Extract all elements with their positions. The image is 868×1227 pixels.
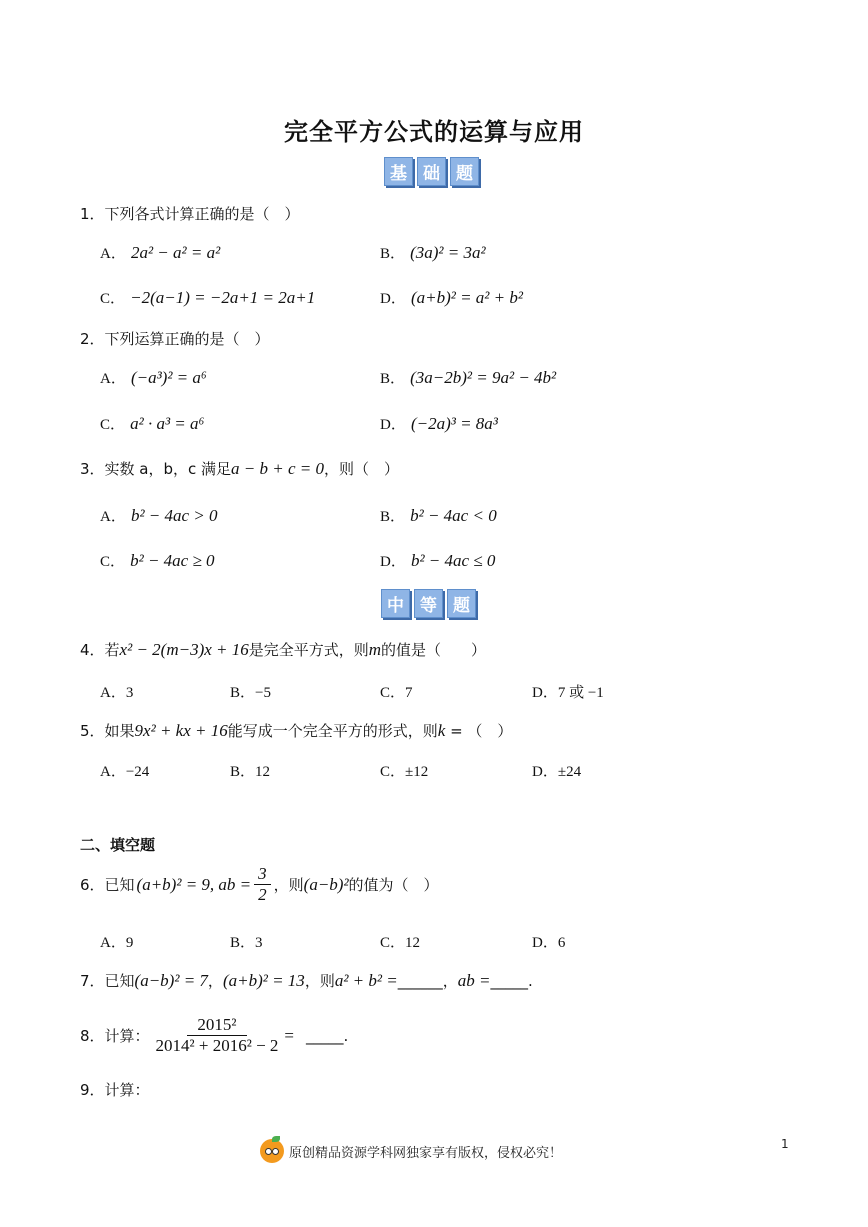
stem-math: x² − 2(m−3)x + 16	[119, 640, 249, 659]
stem-math: (a−b)²	[303, 874, 349, 894]
stem-math: a² + b² =	[334, 971, 398, 990]
q2-option-a	[100, 367, 207, 388]
q5-option-b: B．12	[230, 764, 271, 780]
option-expr: 2a² − a² = a²	[130, 243, 221, 262]
footer-copyright	[260, 1139, 562, 1163]
stem-text: 8．计算：	[80, 1027, 150, 1045]
q3-option-d	[380, 550, 495, 571]
q5-option-a: A．−24	[100, 764, 150, 780]
page-title: 完全平方公式的运算与应用	[284, 118, 584, 146]
banner-char: 基	[384, 157, 413, 186]
stem-text: ，则（ ）	[324, 460, 400, 478]
q6-option-a: A．9	[100, 935, 134, 951]
stem-text: 6．已知	[80, 876, 135, 894]
q1-option-c	[100, 287, 315, 308]
fraction-denominator: 2	[258, 885, 267, 904]
option-expr: b² − 4ac ≤ 0	[410, 551, 496, 570]
q4-option-d: D．7 或 −1	[532, 685, 604, 701]
banner-char: 中	[381, 589, 410, 618]
q4-option-b: B．−5	[230, 685, 271, 701]
q6-option-b: B．3	[230, 935, 263, 951]
option-label: D．	[380, 554, 406, 570]
stem-text: ，则	[304, 972, 335, 990]
option-expr: (3a)² = 3a²	[410, 243, 486, 262]
stem-math: ab =	[457, 971, 491, 990]
stem-text: 的值是（ ）	[381, 641, 487, 659]
q1-option-a	[100, 242, 220, 263]
q1-option-b	[380, 242, 486, 263]
q5-option-c: C．±12	[380, 764, 429, 780]
question-4-stem	[80, 639, 486, 660]
option-expr: (a+b)² = a² + b²	[410, 288, 523, 307]
stem-var: m	[368, 640, 382, 659]
option-label: A．	[100, 509, 126, 525]
stem-text: ，	[442, 972, 458, 990]
option-label: D．	[380, 291, 406, 307]
question-3-stem	[80, 458, 399, 479]
q3-option-b	[380, 505, 497, 526]
banner-char: 题	[450, 157, 479, 186]
stem-text: ，则	[273, 876, 304, 894]
q3-option-a	[100, 505, 218, 526]
fraction-numerator: 2015²	[187, 1015, 246, 1036]
option-expr: b² − 4ac < 0	[410, 506, 497, 525]
stem-text: 3．实数 a，b，c 满足	[80, 460, 232, 478]
stem-math: (a+b)² = 9, ab =	[136, 874, 252, 894]
stem-var: k	[437, 721, 446, 740]
stem-text: 能写成一个完全平方的形式，则	[227, 722, 438, 740]
stem-math: a − b + c = 0	[231, 459, 325, 478]
banner-char: 题	[447, 589, 476, 618]
section-banner-basic	[384, 157, 479, 186]
section-heading-fill-in: 二、填空题	[80, 836, 156, 854]
q4-option-c: C．7	[380, 685, 413, 701]
stem-text: 5．如果	[80, 722, 135, 740]
option-label: C．	[100, 417, 126, 433]
page-number: 1	[781, 1137, 789, 1151]
stem-math: (a+b)² = 13	[222, 971, 305, 990]
footer-text: 原创精品资源学科网独家享有版权，侵权必究！	[289, 1145, 563, 1161]
q2-option-c	[100, 413, 204, 434]
option-label: B．	[380, 509, 406, 525]
option-label: A．	[100, 371, 126, 387]
option-label: B．	[380, 246, 406, 262]
question-9-stem: 9．计算：	[80, 1081, 150, 1099]
q3-option-c	[100, 550, 215, 571]
question-8-stem	[80, 1015, 348, 1056]
answer-blank: _____.	[306, 1026, 349, 1045]
q6-option-c: C．12	[380, 935, 421, 951]
fraction-denominator: 2014² + 2016² − 2	[155, 1036, 279, 1055]
stem-text: 的值为（ ）	[348, 876, 439, 894]
question-5-stem	[80, 720, 512, 741]
option-expr: −2(a−1) = −2a+1 = 2a+1	[130, 288, 316, 307]
option-expr: b² − 4ac > 0	[130, 506, 218, 525]
banner-char: 等	[414, 589, 443, 618]
option-expr: a² · a³ = a⁶	[130, 414, 205, 433]
option-label: C．	[100, 554, 126, 570]
option-label: C．	[100, 291, 126, 307]
stem-text: = （ ）	[445, 722, 513, 740]
option-label: A．	[100, 246, 126, 262]
fraction-numerator: 3	[254, 864, 271, 885]
option-expr: (−2a)³ = 8a³	[410, 414, 498, 433]
q4-option-a: A．3	[100, 685, 134, 701]
q2-option-b	[380, 367, 556, 388]
section-banner-medium	[381, 589, 476, 618]
stem-text: 4．若	[80, 641, 120, 659]
stem-text: 是完全平方式，则	[248, 641, 369, 659]
q2-option-d	[380, 413, 498, 434]
answer-blank: ______	[397, 972, 443, 990]
question-2-stem: 2．下列运算正确的是（ ）	[80, 330, 270, 348]
q1-option-d	[380, 287, 523, 308]
question-7-stem	[80, 970, 533, 991]
orange-logo-icon	[260, 1139, 284, 1163]
stem-math: (a−b)² = 7	[134, 971, 208, 990]
option-label: D．	[380, 417, 406, 433]
option-expr: (3a−2b)² = 9a² − 4b²	[410, 368, 557, 387]
q6-option-d: D．6	[532, 935, 566, 951]
equals-sign: =	[284, 1025, 295, 1045]
stem-text: 7．已知	[80, 972, 135, 990]
option-expr: (−a³)² = a⁶	[130, 368, 207, 387]
option-label: B．	[380, 371, 406, 387]
stem-math: 9x² + kx + 16	[134, 721, 228, 740]
fraction	[254, 864, 271, 905]
question-6-stem	[80, 864, 439, 905]
banner-char: 础	[417, 157, 446, 186]
fraction	[156, 1015, 279, 1056]
q5-option-d: D．±24	[532, 764, 582, 780]
question-1-stem: 1．下列各式计算正确的是（ ）	[80, 205, 300, 223]
answer-blank: _____.	[490, 972, 533, 990]
stem-text: ，	[207, 972, 223, 990]
option-expr: b² − 4ac ≥ 0	[130, 551, 215, 570]
